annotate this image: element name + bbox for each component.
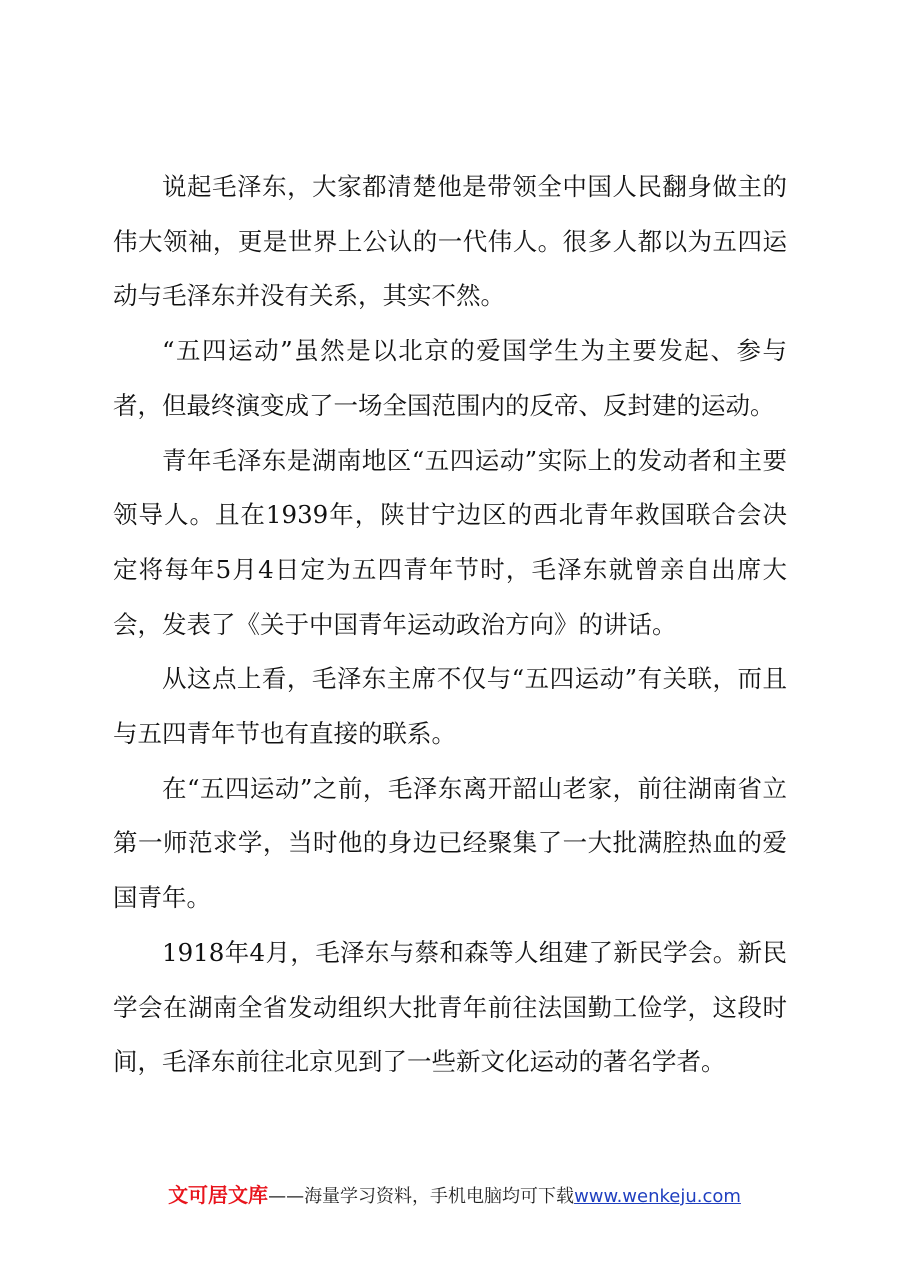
- article-body: [113, 160, 787, 1090]
- paragraph-4: 从这点上看，毛泽东主席不仅与“五四运动”有关联，而且与五四青年节也有直接的联系。: [113, 664, 787, 749]
- paragraph-6: 1918年4月，毛泽东与蔡和森等人组建了新民学会。新民学会在湖南全省发动组织大批青年前往法国勤工俭学，这段时间，毛泽东前往北京见到了一些新文化运动的著名学者。: [113, 937, 787, 1077]
- footer-tagline: ——海量学习资料，手机电脑均可下载: [268, 1186, 575, 1207]
- footer-brand: 文可居文库: [168, 1183, 269, 1207]
- page-footer: [0, 1180, 909, 1212]
- paragraph-1: 说起毛泽东，大家都清楚他是带领全中国人民翻身做主的伟大领袖，更是世界上公认的一代伟人。很多人都以为五四运动与毛泽东并没有关系，其实不然。: [113, 172, 787, 311]
- paragraph-3: 青年毛泽东是湖南地区“五四运动”实际上的发动者和主要领导人。且在1939年，陕甘宁边区的西北青年救国联合会决定将每年5月4日定为五四青年节时，毛泽东就曾亲自出席大会，发表了《关于中国青年运动政治方向》的讲话。: [113, 445, 787, 639]
- paragraph-5: 在“五四运动”之前，毛泽东离开韶山老家，前往湖南省立第一师范求学，当时他的身边已经聚集了一大批满腔热血的爱国青年。: [113, 773, 787, 913]
- footer-link[interactable]: www.wenkeju.com: [574, 1186, 741, 1207]
- paragraph-2: “五四运动”虽然是以北京的爱国学生为主要发起、参与者，但最终演变成了一场全国范围内的反帝、反封建的运动。: [113, 336, 787, 420]
